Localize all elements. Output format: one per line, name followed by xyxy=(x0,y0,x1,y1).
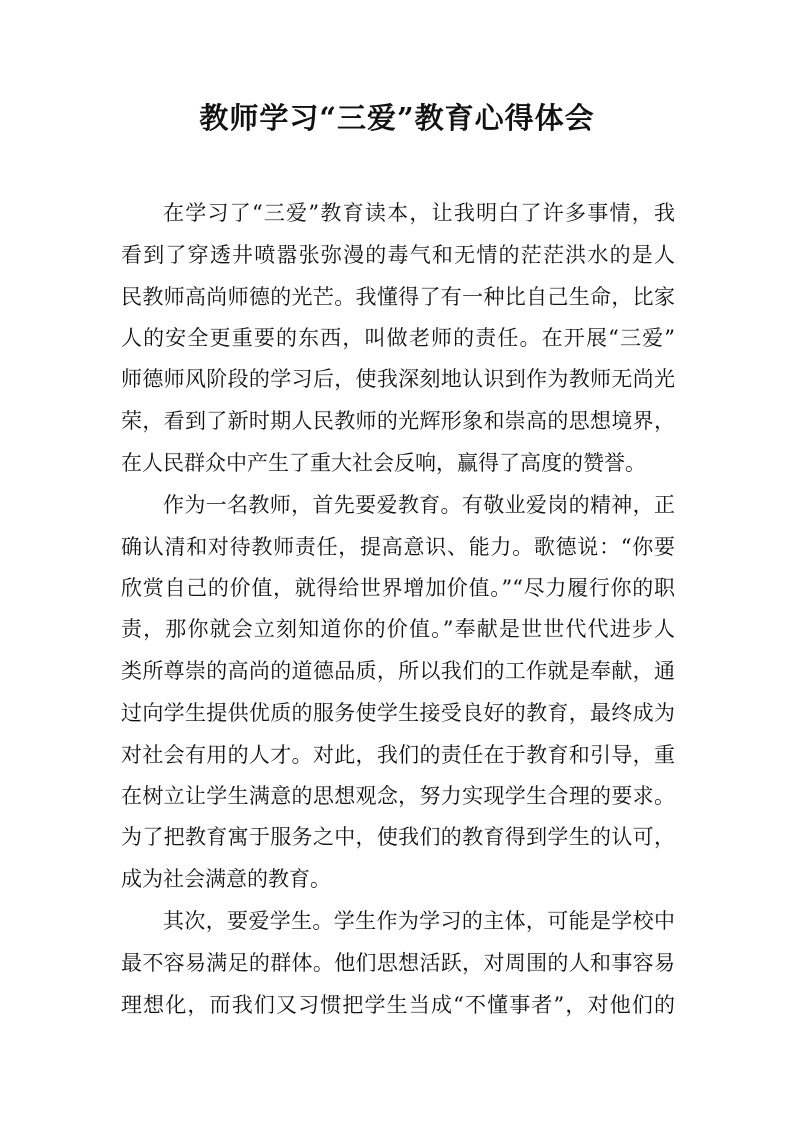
paragraph-2-line-10: 成为社会满意的教育。 xyxy=(121,867,331,891)
paragraph-1-line-3: 民教师高尚师德的光芒。我懂得了有一种比自己生命，比家 xyxy=(121,285,675,309)
paragraph-2-line-6: 过向学生提供优质的服务使学生接受良好的教育，最终成为 xyxy=(121,701,675,725)
paragraph-1-line-1: 在学习了“三爱”教育读本，让我明白了许多事情，我 xyxy=(163,201,675,225)
paragraph-3-line-3: 理想化，而我们又习惯把学生当成“不懂事者”，对他们的 xyxy=(121,993,675,1017)
paragraph-2-line-1: 作为一名教师，首先要爱教育。有敬业爱岗的精神，正 xyxy=(163,493,675,517)
paragraph-3-line-1: 其次，要爱学生。学生作为学习的主体，可能是学校中 xyxy=(163,909,675,933)
paragraph-2-line-2: 确认清和对待教师责任，提高意识、能力。歌德说：“你要 xyxy=(121,535,675,559)
paragraph-2-line-5: 类所尊崇的高尚的道德品质，所以我们的工作就是奉献，通 xyxy=(121,659,675,683)
paragraph-3-line-2: 最不容易满足的群体。他们思想活跃，对周围的人和事容易 xyxy=(121,951,675,975)
paragraph-1-line-2: 看到了穿透井喷嚣张弥漫的毒气和无情的茫茫洪水的是人 xyxy=(121,243,675,267)
paragraph-2-line-4: 责，那你就会立刻知道你的价值。”奉献是世世代代进步人 xyxy=(121,617,675,641)
paragraph-1-line-5: 师德师风阶段的学习后，使我深刻地认识到作为教师无尚光 xyxy=(121,367,675,391)
paragraph-1-line-7: 在人民群众中产生了重大社会反响，赢得了高度的赞誉。 xyxy=(121,451,646,475)
paragraph-1-line-4: 人的安全更重要的东西，叫做老师的责任。在开展“三爱” xyxy=(121,326,675,350)
paragraph-2-line-8: 在树立让学生满意的思想观念，努力实现学生合理的要求。 xyxy=(121,784,675,808)
paragraph-1-line-6: 荣，看到了新时期人民教师的光辉形象和崇高的思想境界， xyxy=(121,409,675,433)
paragraph-2-line-3: 欣赏自己的价值，就得给世界增加价值。”“尽力履行你的职 xyxy=(121,576,675,600)
paragraph-2-line-9: 为了把教育寓于服务之中，使我们的教育得到学生的认可， xyxy=(121,825,675,849)
paragraph-2-line-7: 对社会有用的人才。对此，我们的责任在于教育和引导，重 xyxy=(121,743,675,767)
document-title: 教师学习“三爱”教育心得体会 xyxy=(199,101,595,135)
